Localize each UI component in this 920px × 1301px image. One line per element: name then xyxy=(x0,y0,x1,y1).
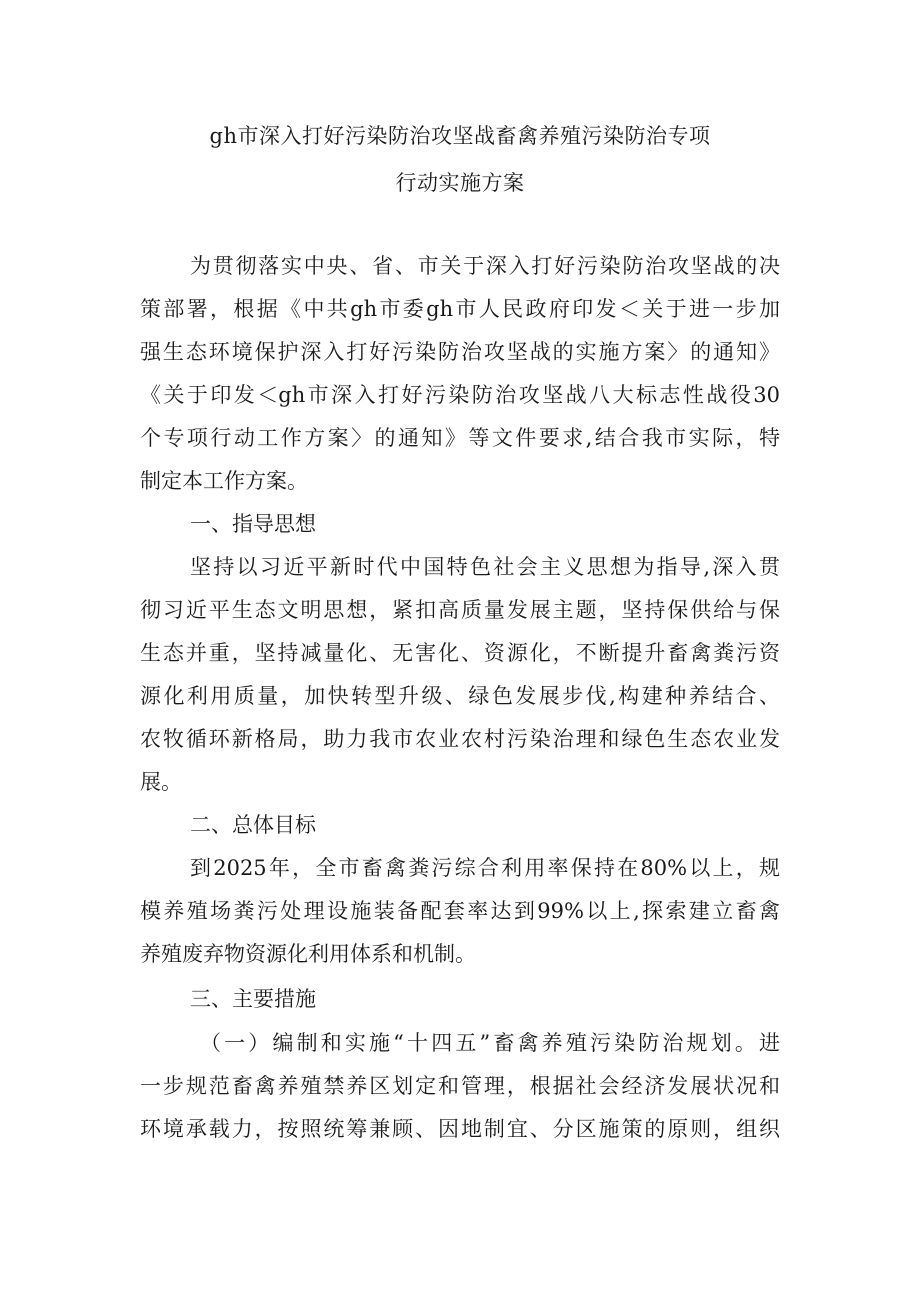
intro-line: 策部署，根据《中共gh市委gh市人民政府印发＜关于进一步加 xyxy=(140,297,780,321)
document-title-line-2: 行动实施方案 xyxy=(395,171,525,195)
section2-line: 养殖废弃物资源化利用体系和机制。 xyxy=(140,942,476,966)
section1-line: 彻习近平生态文明思想，紧扣高质量发展主题，坚持保供给与保 xyxy=(140,598,780,622)
section-heading: 二、总体目标 xyxy=(190,813,316,837)
intro-line: 《关于印发＜gh市深入打好污染防治攻坚战八大标志性战役30 xyxy=(140,383,780,407)
intro-line: 个专项行动工作方案〉的通知》等文件要求,结合我市实际，特 xyxy=(140,426,780,450)
section3-line: 一步规范畜禽养殖禁养区划定和管理，根据社会经济发展状况和 xyxy=(140,1074,780,1098)
section-heading: 一、指导思想 xyxy=(190,512,316,536)
section2-line: 模养殖场粪污处理设施装备配套率达到99%以上,探索建立畜禽 xyxy=(140,899,780,923)
section1-line: 坚持以习近平新时代中国特色社会主义思想为指导,深入贯 xyxy=(190,555,780,579)
section3-line: 环境承载力，按照统筹兼顾、因地制宜、分区施策的原则，组织 xyxy=(140,1117,780,1141)
section3-line: （一）编制和实施“十四五”畜禽养殖污染防治规划。进 xyxy=(200,1031,780,1055)
intro-line: 强生态环境保护深入打好污染防治攻坚战的实施方案〉的通知》 xyxy=(140,340,780,364)
intro-line: 为贯彻落实中央、省、市关于深入打好污染防治攻坚战的决 xyxy=(190,254,780,278)
document-title-line-1: gh市深入打好污染防治攻坚战畜禽养殖污染防治专项 xyxy=(209,124,711,148)
section1-line: 源化利用质量，加快转型升级、绿色发展步伐,构建种养结合、 xyxy=(140,684,780,708)
section1-line: 展。 xyxy=(140,770,182,794)
section-heading: 三、主要措施 xyxy=(190,987,316,1011)
section2-line: 到2025年，全市畜禽粪污综合利用率保持在80%以上，规 xyxy=(190,856,780,880)
intro-line: 制定本工作方案。 xyxy=(140,469,308,493)
section1-line: 生态并重，坚持减量化、无害化、资源化，不断提升畜禽粪污资 xyxy=(140,641,780,665)
section1-line: 农牧循环新格局，助力我市农业农村污染治理和绿色生态农业发 xyxy=(140,727,780,751)
